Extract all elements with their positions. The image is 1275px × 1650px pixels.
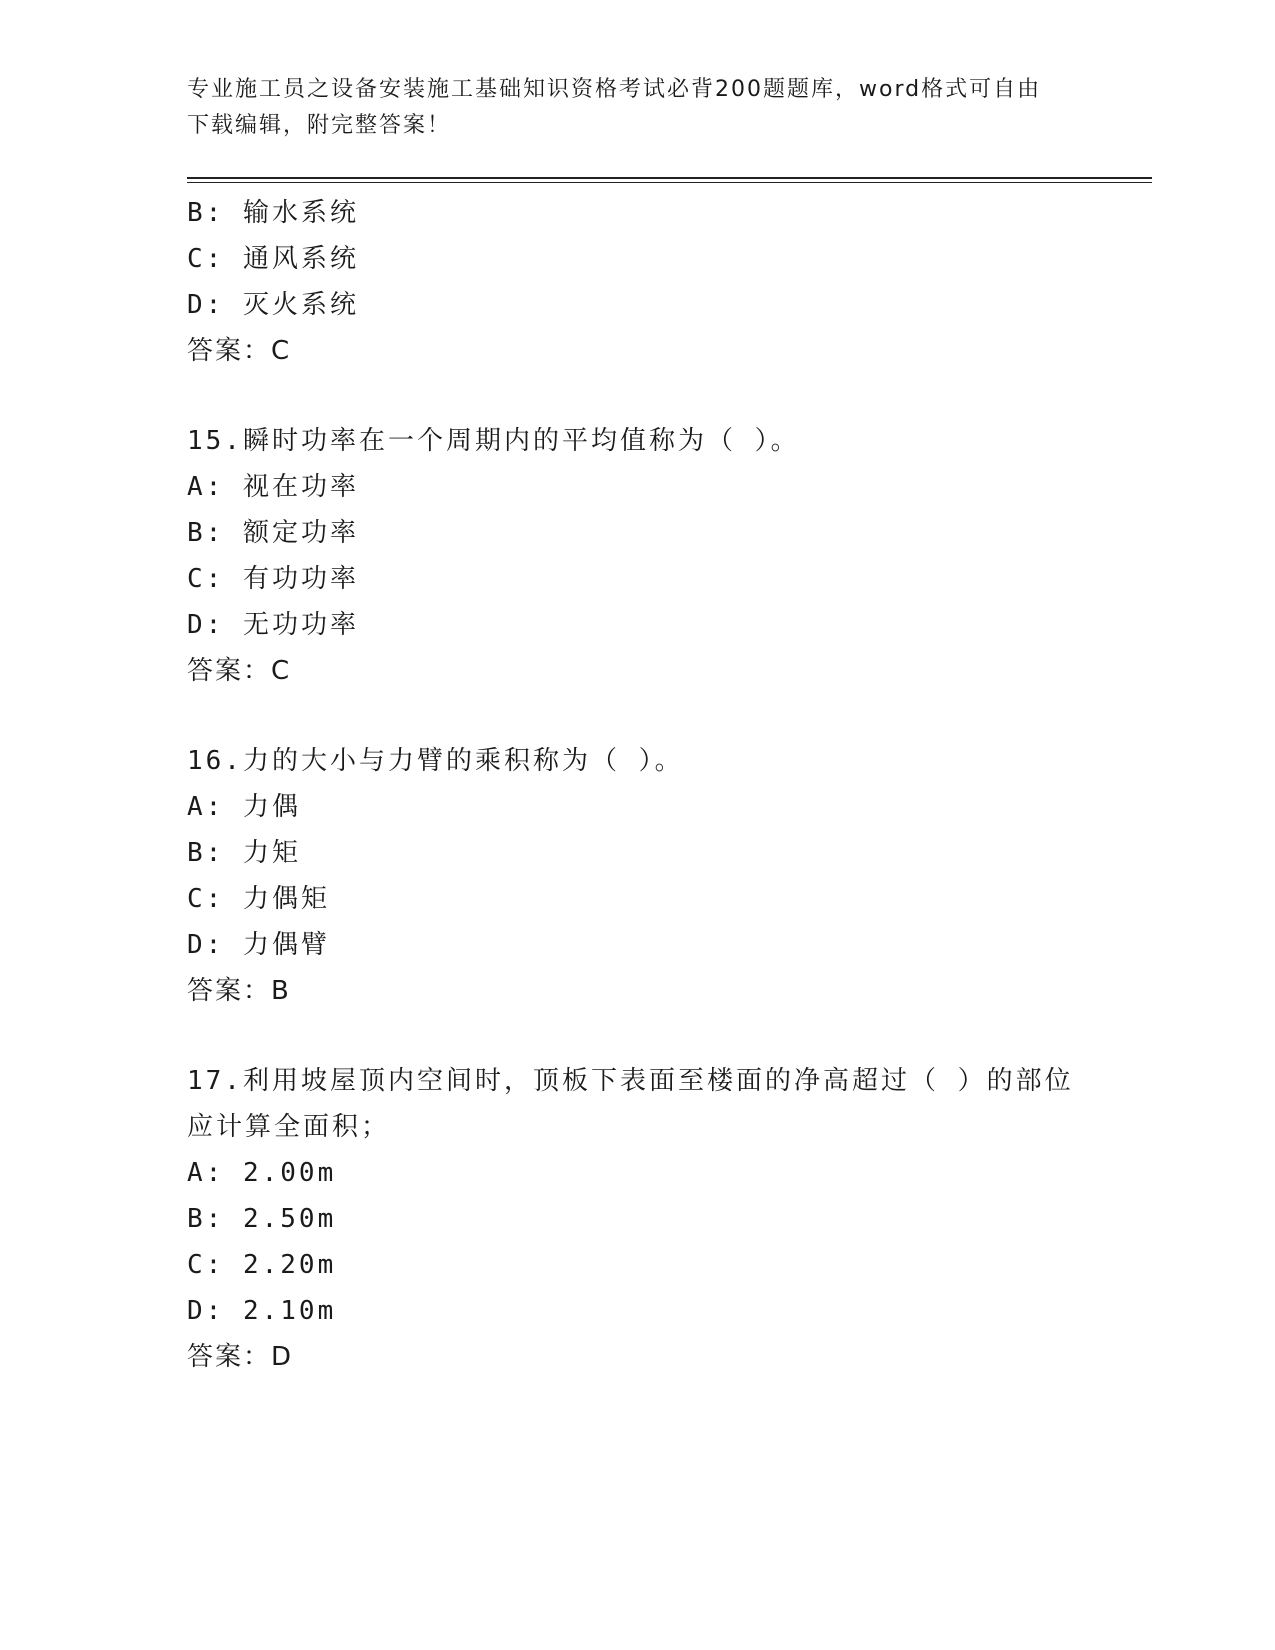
option-a: A: 2.00m bbox=[187, 1158, 337, 1188]
question-list bbox=[187, 190, 1087, 1380]
question-block-17 bbox=[187, 1058, 1087, 1380]
question-title-line-1: 17.利用坡屋顶内空间时，顶板下表面至楼面的净高超过（ ）的部位 bbox=[187, 1066, 1074, 1096]
option-a: A: 力偶 bbox=[187, 792, 301, 822]
answer-line: 答案：C bbox=[187, 656, 292, 686]
option-a: A: 视在功率 bbox=[187, 472, 359, 502]
question-title-line-2: 应计算全面积； bbox=[187, 1112, 391, 1142]
question-title: 15.瞬时功率在一个周期内的平均值称为（ ）。 bbox=[187, 426, 800, 456]
spacer bbox=[187, 694, 1087, 738]
question-block-15 bbox=[187, 418, 1087, 694]
answer-line: 答案：B bbox=[187, 976, 291, 1006]
option-d: D: 灭火系统 bbox=[187, 290, 359, 320]
option-c: C: 力偶矩 bbox=[187, 884, 330, 914]
option-d: D: 2.10m bbox=[187, 1296, 337, 1326]
header-divider-thin bbox=[187, 182, 1152, 183]
option-d: D: 力偶臂 bbox=[187, 930, 330, 960]
option-b: B: 额定功率 bbox=[187, 518, 359, 548]
header-line-2: 下载编辑，附完整答案！ bbox=[187, 113, 452, 138]
answer-line: 答案：C bbox=[187, 336, 292, 366]
header-divider-thick bbox=[187, 177, 1152, 179]
question-block-partial bbox=[187, 190, 1087, 374]
option-b: B: 输水系统 bbox=[187, 198, 359, 228]
option-c: C: 有功功率 bbox=[187, 564, 359, 594]
option-d: D: 无功功率 bbox=[187, 610, 359, 640]
spacer bbox=[187, 374, 1087, 418]
answer-line: 答案：D bbox=[187, 1342, 294, 1372]
header-line-1: 专业施工员之设备安装施工基础知识资格考试必背200题题库，word格式可自由 bbox=[187, 77, 1042, 102]
question-title: 16.力的大小与力臂的乘积称为（ ）。 bbox=[187, 746, 684, 776]
option-b: B: 2.50m bbox=[187, 1204, 337, 1234]
spacer bbox=[187, 1014, 1087, 1058]
option-c: C: 2.20m bbox=[187, 1250, 337, 1280]
option-c: C: 通风系统 bbox=[187, 244, 359, 274]
document-header bbox=[187, 72, 1087, 144]
option-b: B: 力矩 bbox=[187, 838, 301, 868]
question-block-16 bbox=[187, 738, 1087, 1014]
